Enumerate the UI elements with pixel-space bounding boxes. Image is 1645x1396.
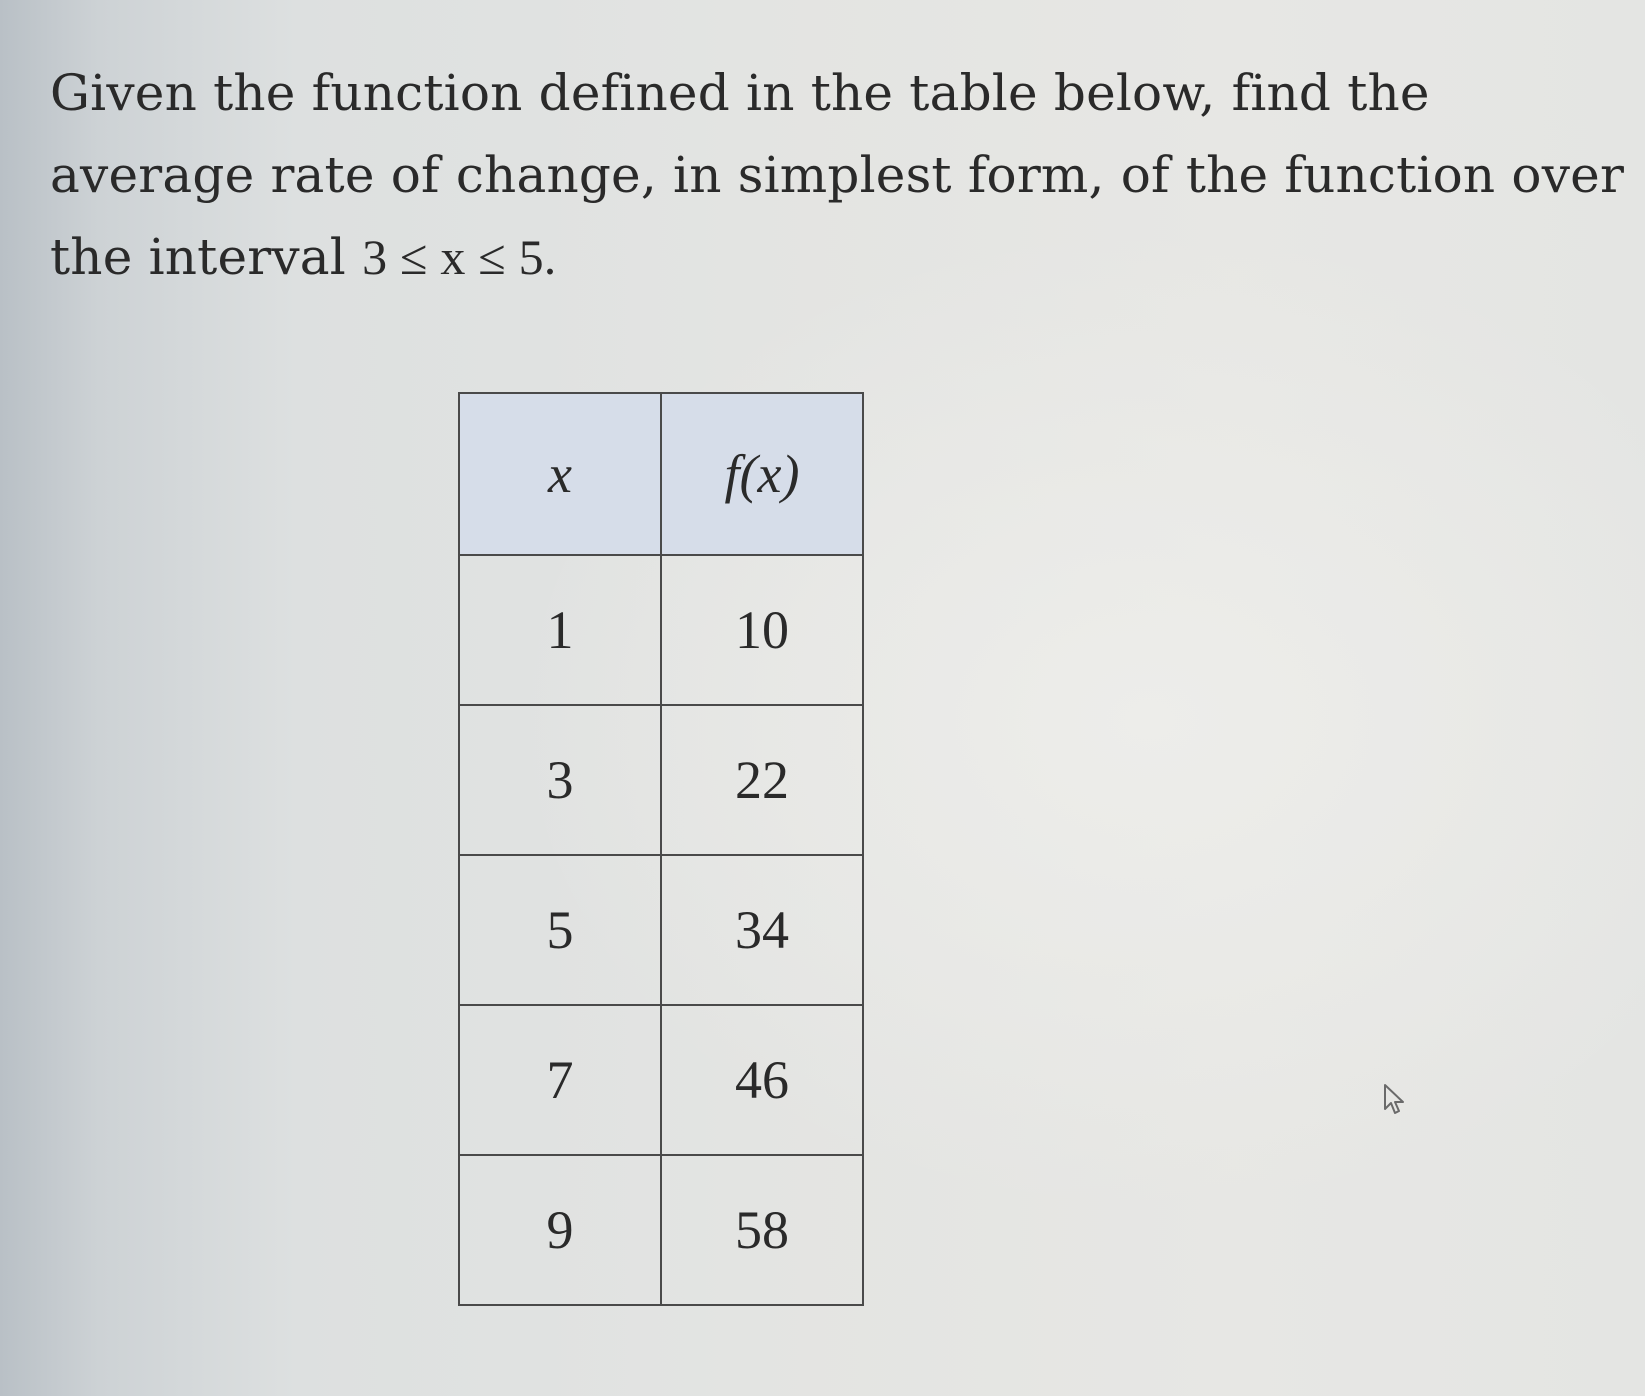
table-row xyxy=(459,1005,863,1155)
table-row xyxy=(459,705,863,855)
table-header-row xyxy=(459,393,863,555)
function-table xyxy=(458,392,864,1306)
cell-x: 9 xyxy=(459,1155,661,1305)
header-x: x xyxy=(459,393,661,555)
cell-x: 7 xyxy=(459,1005,661,1155)
cell-fx: 10 xyxy=(661,555,863,705)
cell-fx: 22 xyxy=(661,705,863,855)
table-row xyxy=(459,855,863,1005)
question-line-2: average rate of change, in simplest form, of the function over xyxy=(50,146,1625,204)
table-row xyxy=(459,1155,863,1305)
cell-fx: 58 xyxy=(661,1155,863,1305)
cell-x: 1 xyxy=(459,555,661,705)
interval-expression: 3 ≤ x ≤ 5. xyxy=(362,229,557,285)
cell-x: 5 xyxy=(459,855,661,1005)
header-fx: f(x) xyxy=(661,393,863,555)
cell-fx: 34 xyxy=(661,855,863,1005)
question-line-3 xyxy=(50,216,1610,298)
question-line-1: Given the function defined in the table below, find the xyxy=(50,64,1430,122)
question-text xyxy=(50,52,1625,298)
question-line-3-prefix: the interval xyxy=(50,228,347,286)
cell-x: 3 xyxy=(459,705,661,855)
table-row xyxy=(459,555,863,705)
mouse-pointer-icon xyxy=(1383,1083,1413,1117)
cell-fx: 46 xyxy=(661,1005,863,1155)
